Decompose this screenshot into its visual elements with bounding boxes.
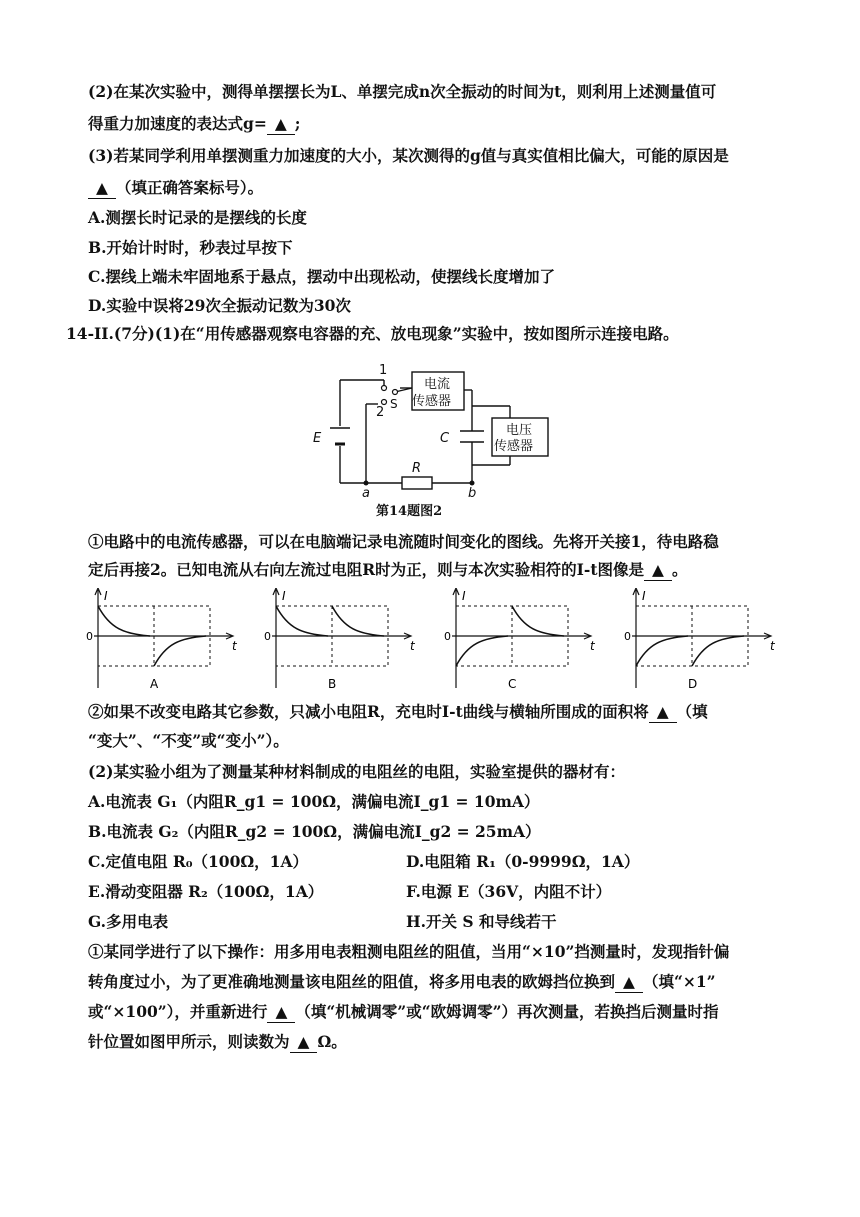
origin-label: 0 (444, 630, 451, 643)
q2-text: 得重力加速度的表达式g= (88, 114, 267, 133)
answer-blank[interactable]: ▲ (88, 178, 116, 199)
q2-line1: (2)在某次实验中，测得单摆摆长为L、单摆完成n次全振动的时间为t，则利用上述测量值可 (88, 82, 717, 101)
q3-line2 (88, 178, 263, 199)
op-line3 (88, 1002, 719, 1023)
answer-blank[interactable]: ▲ (267, 1002, 295, 1023)
charge-curve (636, 636, 688, 666)
discharge-curve (692, 636, 744, 666)
label-C: C (440, 431, 450, 446)
q2-line2 (88, 114, 300, 135)
origin-label: 0 (264, 630, 271, 643)
q3-option-a: A.测摆长时记录的是摆线的长度 (88, 208, 307, 227)
it-graphs (80, 588, 800, 694)
part2-intro: (2)某实验小组为了测量某种材料制成的电阻丝的电阻，实验室提供的器材有： (88, 762, 625, 781)
answer-blank[interactable]: ▲ (649, 702, 677, 723)
discharge-curve (154, 636, 206, 666)
op-hint3: （填“机械调零”或“欧姆调零”）再次测量，若换挡后测量时指 (295, 1002, 719, 1021)
voltage-sensor-line2: 传感器 (494, 439, 534, 454)
voltage-sensor-line1: 电压 (506, 423, 533, 438)
op-text4: 针位置如图甲所示，则读数为 (88, 1032, 290, 1051)
label-2: 2 (376, 405, 385, 420)
op-hint2: （填“×1” (642, 972, 716, 991)
q14-header: 14-II.(7分)(1)在“用传感器观察电容器的充、放电现象”实验中，按如图所示连接电路。 (66, 324, 679, 343)
answer-blank[interactable]: ▲ (615, 972, 643, 993)
equip-a: A.电流表 G₁（内阻R_g1 = 100Ω，满偏电流I_g1 = 10mA） (88, 792, 540, 811)
op-text3: 或“×100”），并重新进行 (88, 1002, 268, 1021)
label-1: 1 (379, 363, 388, 378)
current-sensor-line1: 电流 (424, 377, 451, 392)
x-label: t (410, 639, 415, 653)
equip-b: B.电流表 G₂（内阻R_g2 = 100Ω，满偏电流I_g2 = 25mA） (88, 822, 541, 841)
charge-curve (98, 606, 150, 636)
q14-p1-line1: ①电路中的电流传感器，可以在电脑端记录电流随时间变化的图线。先将开关接1，待电路稳 (88, 532, 719, 551)
label-a: a (362, 486, 370, 498)
q3-hint: （填正确答案标号）。 (115, 178, 264, 197)
answer-blank[interactable]: ▲ (290, 1032, 318, 1053)
q2-end: ; (294, 114, 301, 133)
equip-e: E.滑动变阻器 R₂（100Ω，1A） (88, 882, 324, 901)
y-label: I (104, 589, 108, 603)
q14-p2-line1 (88, 702, 708, 723)
origin-label: 0 (86, 630, 93, 643)
origin-label: 0 (624, 630, 631, 643)
graph-label: A (150, 677, 159, 691)
q3-option-d: D.实验中误将29次全振动记数为30次 (88, 296, 351, 315)
y-label: I (462, 589, 466, 603)
charge-curve (276, 606, 328, 636)
op-line1: ①某同学进行了以下操作：用多用电表粗测电阻丝的阻值，当用“×10”挡测量时，发现指针偏 (88, 942, 730, 961)
q14-p2-line2: “变大”、“不变”或“变小”）。 (88, 731, 289, 750)
q3-line1: (3)若某同学利用单摆测重力加速度的大小，某次测得的g值与真实值相比偏大，可能的原因是 (88, 146, 729, 165)
circuit-diagram (300, 358, 570, 498)
x-label: t (590, 639, 595, 653)
q14-p1-line2 (88, 560, 687, 581)
equip-d: D.电阻箱 R₁（0-9999Ω，1A） (406, 852, 640, 871)
q14-p2-hint: （填 (676, 702, 708, 721)
op-unit: Ω。 (317, 1032, 347, 1051)
y-label: I (282, 589, 286, 603)
op-text2: 转角度过小，为了更准确地测量该电阻丝的阻值，将多用电表的欧姆挡位换到 (88, 972, 616, 991)
q14-p1-text: 定后再接2。已知电流从右向左流过电阻R时为正，则与本次实验相符的I-t图像是 (88, 560, 645, 579)
q3-option-b: B.开始计时时，秒表过早按下 (88, 238, 293, 257)
q14-p2-text: ②如果不改变电路其它参数，只减小电阻R，充电时I-t曲线与横轴所围成的面积将 (88, 702, 649, 721)
y-label: I (642, 589, 646, 603)
q3-option-c: C.摆线上端未牢固地系于悬点，摆动中出现松动，使摆线长度增加了 (88, 267, 555, 286)
label-b: b (468, 486, 477, 498)
equip-g: G.多用电表 (88, 912, 169, 931)
graph-label: D (688, 677, 698, 691)
label-E: E (313, 431, 322, 446)
figure-caption: 第14题图2 (376, 504, 443, 519)
answer-blank[interactable]: ▲ (644, 560, 672, 581)
answer-blank[interactable]: ▲ (267, 114, 295, 135)
label-R: R (412, 461, 422, 476)
op-line2 (88, 972, 716, 993)
label-S: S (390, 397, 398, 411)
x-label: t (770, 639, 775, 653)
op-line4 (88, 1032, 347, 1053)
discharge-curve (512, 606, 564, 636)
equip-f: F.电源 E（36V，内阻不计） (406, 882, 612, 901)
graph-label: C (508, 677, 517, 691)
current-sensor-line2: 传感器 (412, 394, 452, 409)
q14-p1-end: 。 (671, 560, 688, 579)
charge-curve (456, 636, 508, 666)
equip-c: C.定值电阻 R₀（100Ω，1A） (88, 852, 308, 871)
graph-label: B (328, 677, 337, 691)
equip-h: H.开关 S 和导线若干 (406, 912, 557, 931)
discharge-curve (332, 606, 384, 636)
x-label: t (232, 639, 237, 653)
